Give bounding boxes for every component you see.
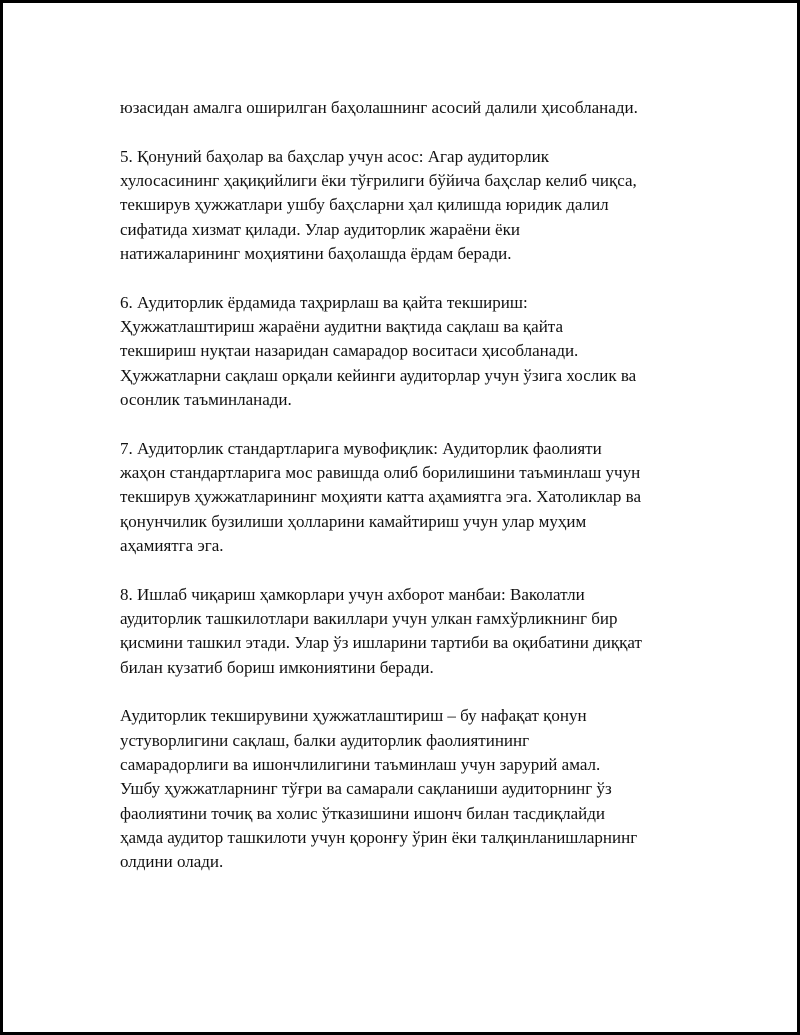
text-line: 7. Аудиторлик стандартларига мувофиқлик: Аудиторлик фаолияти xyxy=(120,438,602,458)
text-line: фаолиятини точиқ ва холис ўтказишини ишонч билан тасдиқлайди xyxy=(120,803,605,823)
text-line: сифатида хизмат қилади. Улар аудиторлик жараёни ёки xyxy=(120,219,520,239)
text-line: 8. Ишлаб чиқариш ҳамкорлари учун ахборот манбаи: Ваколатли xyxy=(120,584,585,604)
paragraph-item-5 xyxy=(120,145,700,266)
text-line: самарадорлиги ва ишончлилигини таъминлаш учун зарурий амал. xyxy=(120,755,601,775)
text-line: Ҳужжатлаштириш жараёни аудитни вақтида сақлаш ва қайта xyxy=(120,317,563,337)
text-line: 5. Қонуний баҳолар ва баҳслар учун асос: Агар аудиторлик xyxy=(120,146,550,166)
text-line: қонунчилик бузилиши ҳолларини камайтириш учун улар муҳим xyxy=(120,511,587,531)
paragraph-conclusion xyxy=(120,704,700,874)
text-line: устуворлигини сақлаш, балки аудиторлик фаолиятининг xyxy=(120,730,530,750)
text-line: аудиторлик ташкилотлари вакиллари учун улкан ғамхўрликнинг бир xyxy=(120,609,618,629)
text-line: текширув ҳужжатлари ушбу баҳсларни ҳал қилишда юридик далил xyxy=(120,195,609,215)
document-body xyxy=(120,96,700,899)
paragraph-item-8 xyxy=(120,583,700,680)
text-line: Ушбу ҳужжатларнинг тўғри ва самарали сақланиши аудиторнинг ўз xyxy=(120,779,612,799)
text-line: олдини олади. xyxy=(120,852,224,872)
text-line: билан кузатиб бориш имкониятини беради. xyxy=(120,657,434,677)
text-line: осонлик таъминланади. xyxy=(120,389,292,409)
paragraph-item-6 xyxy=(120,291,700,412)
text-line: юзасидан амалга оширилган баҳолашнинг асосий далили ҳисобланади. xyxy=(120,98,638,117)
text-line: текширув ҳужжатларининг моҳияти катта аҳамиятга эга. Хатоликлар ва xyxy=(120,487,642,507)
text-line: текшириш нуқтаи назаридан самарадор воситаси ҳисобланади. xyxy=(120,341,579,361)
text-line: натижаларининг моҳиятини баҳолашда ёрдам беради. xyxy=(120,243,512,263)
text-line: аҳамиятга эга. xyxy=(120,535,224,555)
text-line: Аудиторлик текширувини ҳужжатлаштириш – бу нафақат қонун xyxy=(120,706,587,726)
text-line: қисмини ташкил этади. Улар ўз ишларини тартиби ва оқибатини диққат xyxy=(120,633,642,653)
paragraph-item-7 xyxy=(120,437,700,558)
text-line: ҳамда аудитор ташкилоти учун қоронғу ўрин ёки талқинланишларнинг xyxy=(120,827,638,847)
text-line: хулосасининг ҳақиқийлиги ёки тўғрилиги бўйича баҳслар келиб чиқса, xyxy=(120,171,637,191)
text-line: Ҳужжатларни сақлаш орқали кейинги аудиторлар учун ўзига хослик ва xyxy=(120,365,637,385)
paragraph-continuation xyxy=(120,96,700,120)
text-line: 6. Аудиторлик ёрдамида таҳрирлаш ва қайта текшириш: xyxy=(120,292,528,312)
text-line: жаҳон стандартларига мос равишда олиб борилишини таъминлаш учун xyxy=(120,463,641,483)
